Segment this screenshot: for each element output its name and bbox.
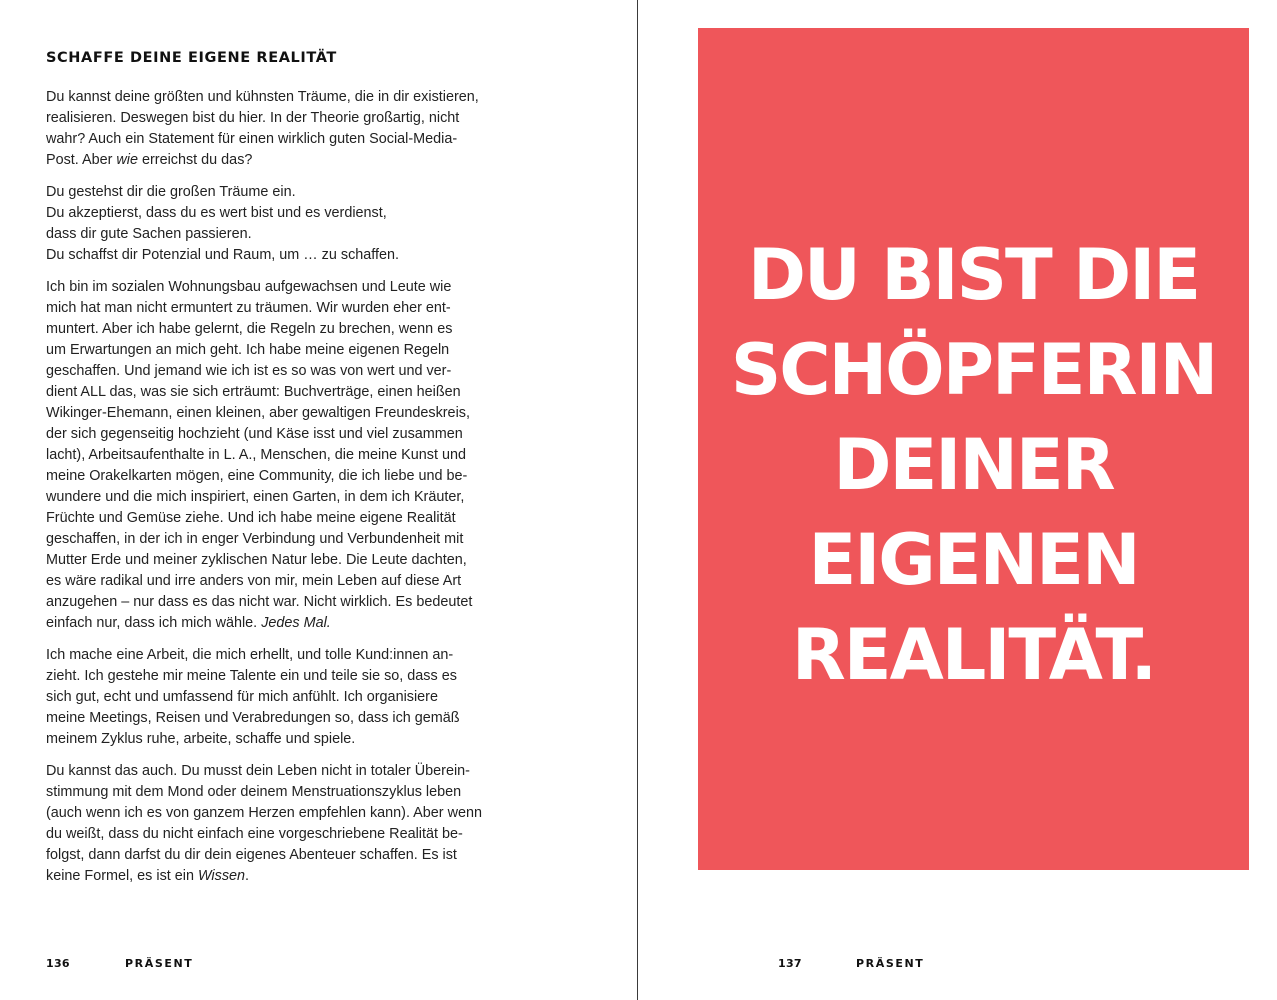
quote-line: EIGENEN [808, 519, 1139, 601]
quote-box [698, 28, 1249, 870]
paragraph-line: folgst, dann darfst du dir dein eigenes Abenteuer schaffen. Es ist [46, 847, 457, 863]
page-footer [778, 957, 1078, 973]
line-text: einfach nur, dass ich mich wähle. [46, 615, 258, 631]
paragraph-line: meine Meetings, Reisen und Verabredungen so, dass ich gemäß [46, 710, 460, 726]
paragraph-line: um Erwartungen an mich geht. Ich habe meine eigenen Regeln [46, 342, 450, 358]
quote-line: REALITÄT. [791, 614, 1156, 696]
quote-line: DEINER [833, 424, 1114, 506]
left-page [0, 0, 638, 1000]
paragraph-line: Wikinger-Ehemann, einen kleinen, aber gewaltigen Freundeskreis, [46, 405, 470, 421]
paragraph-line: (auch wenn ich es von ganzem Herzen empfehlen kann). Aber wenn [46, 805, 482, 821]
paragraph-line: du weißt, dass du nicht einfach eine vorgeschriebene Realität be- [46, 826, 463, 842]
paragraph-line [46, 150, 506, 171]
paragraph-line: dient ALL das, was sie sich erträumt: Buchverträge, einen heißen [46, 384, 461, 400]
paragraph-line: zieht. Ich gestehe mir meine Talente ein und teile sie so, dass es [46, 668, 457, 684]
emphasis-text: Jedes Mal. [261, 615, 331, 631]
line-tail: . [245, 868, 250, 884]
paragraph-line: meine Orakelkarten mögen, eine Community, die ich liebe und be- [46, 468, 468, 484]
paragraph-3 [46, 277, 506, 634]
paragraph-line: wahr? Auch ein Statement für einen wirklich guten Social-Media- [46, 131, 458, 147]
paragraph-line: Mutter Erde und meiner zyklischen Natur lebe. Die Leute dachten, [46, 552, 467, 568]
paragraph-line: wundere und die mich inspiriert, einen Garten, in dem ich Kräuter, [46, 489, 465, 505]
paragraph-line: geschaffen, in der ich in enger Verbindung und Verbundenheit mit [46, 531, 464, 547]
paragraph-line: Du kannst deine größten und kühnsten Träume, die in dir existieren, [46, 89, 479, 105]
paragraph-line: Du schaffst dir Potenzial und Raum, um … zu schaffen. [46, 247, 400, 263]
paragraph-line: dass dir gute Sachen passieren. [46, 226, 252, 242]
paragraph-line [46, 613, 506, 634]
paragraph-line: stimmung mit dem Mond oder deinem Menstruationszyklus leben [46, 784, 462, 800]
paragraph-line: sich gut, echt und umfassend für mich anfühlt. Ich organisiere [46, 689, 438, 705]
running-section-title: PRÄSENT [856, 957, 925, 970]
emphasis-text: Wissen [197, 868, 246, 884]
paragraph-2 [46, 182, 506, 266]
line-tail: erreichst du das? [138, 152, 253, 168]
paragraph-line: Ich mache eine Arbeit, die mich erhellt, und tolle Kund:innen an- [46, 647, 454, 663]
page-number: 136 [46, 957, 70, 970]
paragraph-line: Du gestehst dir die großen Träume ein. [46, 184, 296, 200]
article-text [46, 48, 506, 898]
paragraph-line: meinem Zyklus ruhe, arbeite, schaffe und spiele. [46, 731, 356, 747]
emphasis-text: wie [116, 152, 138, 168]
right-page [638, 0, 1277, 1000]
paragraph-line: Früchte und Gemüse ziehe. Und ich habe meine eigene Realität [46, 510, 456, 526]
paragraph-line: lacht), Arbeitsaufenthalte in L. A., Menschen, die meine Kunst und [46, 447, 466, 463]
paragraph-1 [46, 87, 506, 171]
running-section-title: PRÄSENT [125, 957, 194, 970]
paragraph-line: geschaffen. Und jemand wie ich ist es so was von wert und ver- [46, 363, 452, 379]
quote-line: SCHÖPFERIN [730, 329, 1217, 411]
paragraph-line: der sich gegenseitig hochzieht (und Käse isst und viel zusammen [46, 426, 463, 442]
paragraph-line: Du kannst das auch. Du musst dein Leben nicht in totaler Überein- [46, 763, 470, 779]
line-text: Post. Aber [46, 152, 113, 168]
paragraph-line: Du akzeptierst, dass du es wert bist und es verdienst, [46, 205, 387, 221]
paragraph-line: muntert. Aber ich habe gelernt, die Regeln zu brechen, wenn es [46, 321, 453, 337]
paragraph-line: realisieren. Deswegen bist du hier. In der Theorie großartig, nicht [46, 110, 460, 126]
section-heading: SCHAFFE DEINE EIGENE REALITÄT [46, 50, 337, 66]
paragraph-line [46, 866, 506, 887]
paragraph-4 [46, 645, 506, 750]
paragraph-line: anzugehen – nur dass es das nicht war. Nicht wirklich. Es bedeutet [46, 594, 473, 610]
page-number: 137 [778, 957, 802, 970]
paragraph-5 [46, 761, 506, 887]
page-footer [46, 957, 346, 973]
paragraph-line: es wäre radikal und irre anders von mir, mein Leben auf diese Art [46, 573, 462, 589]
paragraph-line: Ich bin im sozialen Wohnungsbau aufgewachsen und Leute wie [46, 279, 452, 295]
paragraph-line: mich hat man nicht ermuntert zu träumen. Wir wurden eher ent- [46, 300, 451, 316]
pull-quote [698, 228, 1249, 703]
quote-line: DU BIST DIE [747, 234, 1200, 316]
line-text: keine Formel, es ist ein [46, 868, 194, 884]
